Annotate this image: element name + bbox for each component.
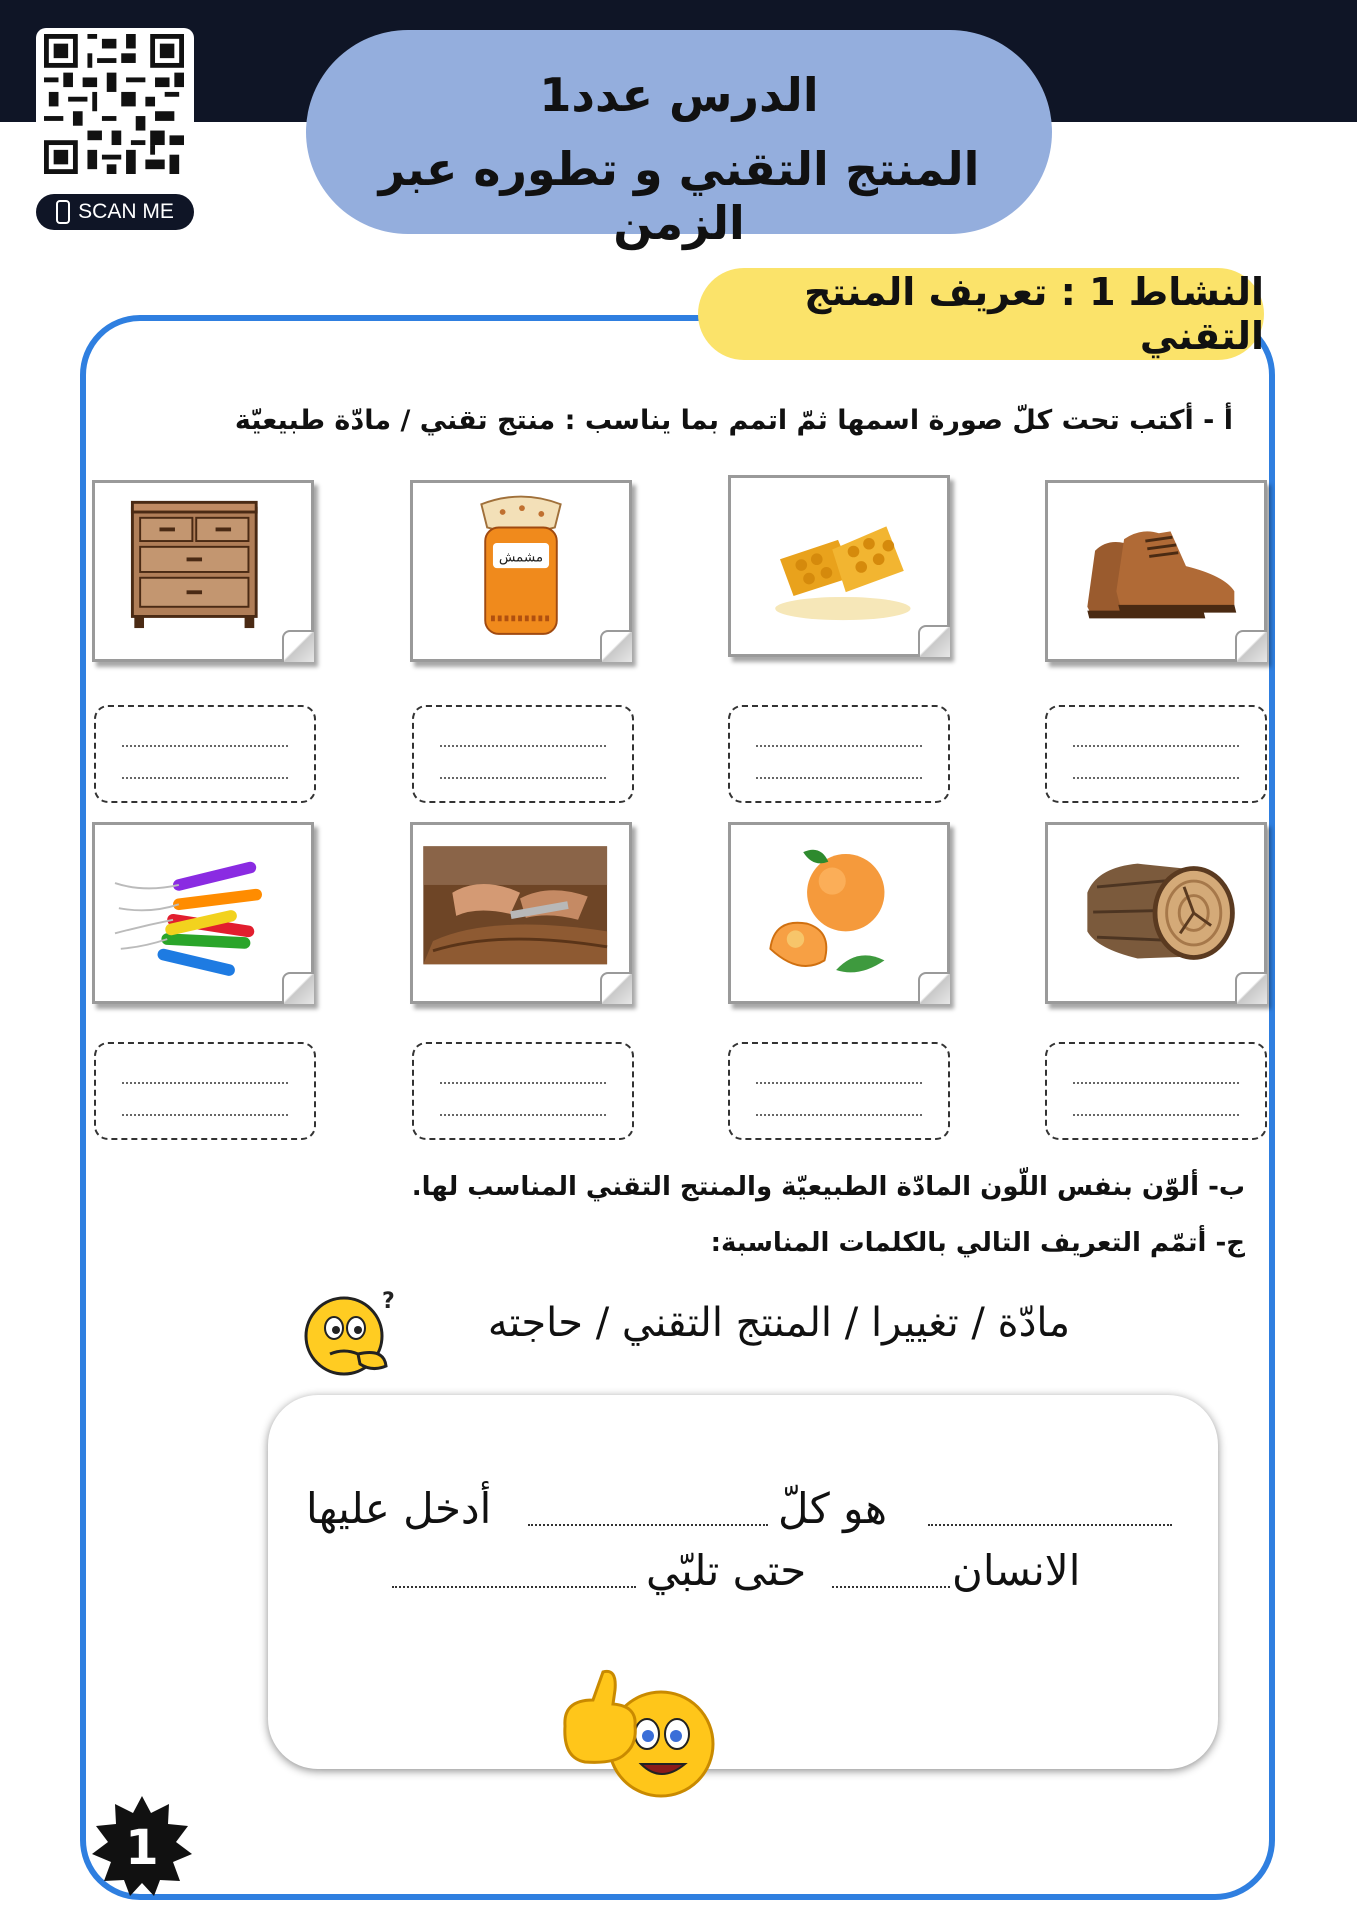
wooden-dresser-icon (95, 483, 311, 659)
definition-blank[interactable] (832, 1586, 950, 1588)
instruction-c: ج- أتمّم التعريف التالي بالكلمات المناسبة: (710, 1228, 1245, 1258)
answer-box[interactable] (1045, 1042, 1267, 1140)
thinking-emoji-icon (298, 1284, 402, 1380)
instruction-b: ب- ألوّن بنفس اللّون المادّة الطبيعيّة والمنتج التقني المناسب لها. (411, 1172, 1245, 1202)
image-card-jam-jar (410, 480, 632, 662)
answer-box[interactable] (94, 705, 316, 803)
crayons-icon (95, 825, 311, 1001)
answer-box[interactable] (1045, 705, 1267, 803)
definition-part4: حتى تلبّي (646, 1546, 807, 1595)
answer-box[interactable] (728, 705, 950, 803)
answer-box[interactable] (94, 1042, 316, 1140)
apricot-jam-jar-icon (413, 483, 629, 659)
word-bank: مادّة / تغييرا / المنتج التقني / حاجته (487, 1300, 1070, 1346)
image-card-apricot (728, 822, 950, 1004)
image-card-wood-log (1045, 822, 1267, 1004)
definition-blank[interactable] (392, 1586, 636, 1588)
image-card-crayons (92, 822, 314, 1004)
thumbs-up-emoji-icon (545, 1660, 735, 1800)
honeycomb-icon (731, 478, 947, 654)
activity-title: النشاط 1 : تعريف المنتج التقني (698, 268, 1264, 360)
scan-me-label: SCAN ME (78, 200, 174, 223)
definition-blank[interactable] (928, 1524, 1172, 1526)
definition-part2: أدخل عليها (306, 1484, 492, 1533)
wood-log-icon (1048, 825, 1264, 1001)
instruction-a: أ - أكتب تحت كلّ صورة اسمها ثمّ اتمم بما يناسب : منتج تقني / مادّة طبيعيّة (234, 405, 1233, 436)
answer-box[interactable] (412, 1042, 634, 1140)
image-card-dresser (92, 480, 314, 662)
svg-text:?: ? (382, 1289, 395, 1314)
wood-carving-photo (413, 825, 629, 1001)
lesson-number: الدرس عدد1 (539, 68, 819, 122)
image-card-shoes (1045, 480, 1267, 662)
page-number: 1 (125, 1820, 159, 1876)
image-card-wood-carving (410, 822, 632, 1004)
answer-box[interactable] (728, 1042, 950, 1140)
qr-code-icon (44, 34, 184, 174)
scan-me-badge (36, 194, 194, 230)
jar-label: مشمش (498, 549, 544, 566)
image-card-honeycomb (728, 475, 950, 657)
page-number-badge (92, 1796, 192, 1896)
lesson-title: المنتج التقني و تطوره عبر الزمن (378, 142, 980, 250)
shoes-icon (1048, 483, 1264, 659)
apricot-icon (731, 825, 947, 1001)
definition-blank[interactable] (528, 1524, 768, 1526)
answer-box[interactable] (412, 705, 634, 803)
definition-part1: هو كلّ (778, 1484, 887, 1533)
qr-code[interactable] (36, 28, 194, 190)
phone-icon (56, 200, 70, 224)
definition-part3: الانسان (952, 1546, 1081, 1595)
lesson-title-pill (306, 30, 1052, 250)
